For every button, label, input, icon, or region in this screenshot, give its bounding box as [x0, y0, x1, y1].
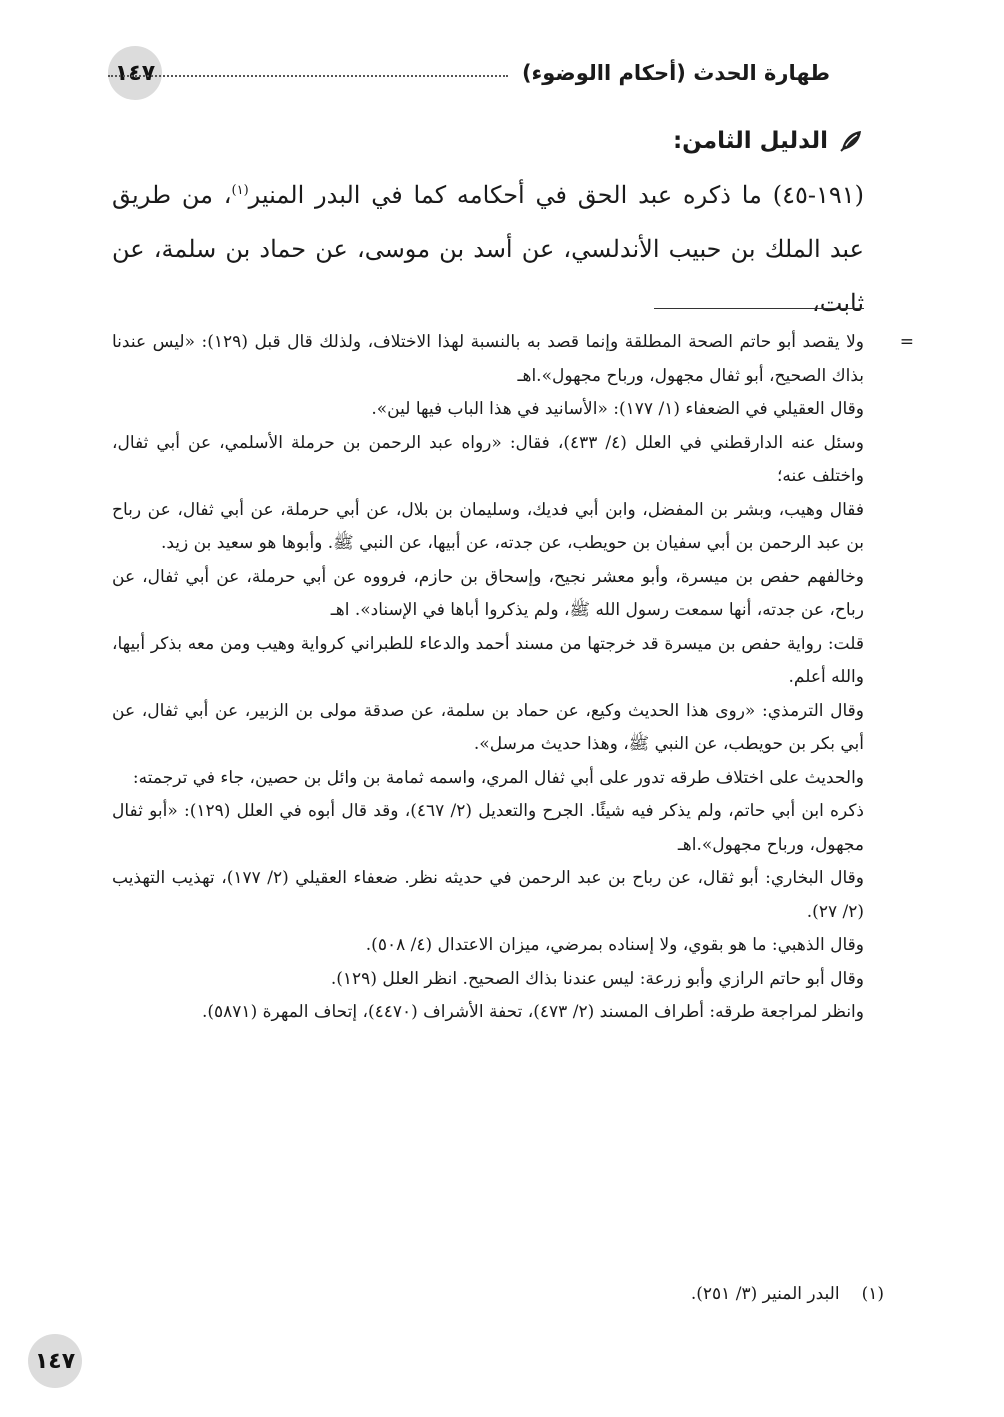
footnote-line: وقال الذهبي: ما هو بقوي، ولا إسناده بمرضي، ميزان الاعتدال (٤/ ٥٠٨). [365, 935, 864, 955]
footnote-line: وانظر لمراجعة طرقه: أطراف المسند (٢/ ٤٧٣)، تحفة الأشراف (٤٤٧٠)، إتحاف المهرة (٥٨٧١). [201, 1002, 864, 1022]
footnote-line: ذكره ابن أبي حاتم، ولم يذكر فيه شيئًا. الجرح والتعديل (٢/ ٤٦٧)، وقد قال أبوه في العلل (١٢٩): «أبو ثفال مجهول، ورباح مجهول».اهـ [112, 801, 864, 855]
footnote-1-number: (١) [861, 1284, 884, 1304]
running-header [108, 48, 844, 98]
footnote-1-text: البدر المنير (٣/ ٢٥١). [690, 1284, 840, 1304]
page-number-badge-bottom [28, 1334, 82, 1388]
footnote-line: وقال أبو حاتم الرازي وأبو زرعة: ليس عندنا بذاك الصحيح. انظر العلل (١٢٩). [330, 968, 864, 989]
footnote-line: وخالفهم حفص بن ميسرة، وأبو معشر نجيح، وإسحاق بن حازم، فرووه عن أبي حرملة، عن أبي ثفال، عن رباح، عن جدته، أنها سمعت رسول الله ﷺ، ولم يذكروا أباها في الإسناد». اهـ [112, 566, 864, 620]
footnote-line: فقال وهيب، وبشر بن المفضل، وابن أبي فديك، وسليمان بن بلال، عن أبي حرملة، عن أبي ثفال، عن رباح بن عبد الرحمن بن أبي سفيان بن حويطب، عن جدته، عن أبيها، عن النبي ﷺ. وأبوها هو سعيد بن زيد. [112, 499, 864, 553]
footnote-line: وقال البخاري: أبو ثقال، عن رباح بن عبد الرحمن في حديثه نظر. ضعفاء العقيلي (٢/ ١٧٧)، تهذيب التهذيب (٢/ ٢٧). [112, 868, 864, 922]
footnote-line: وقال العقيلي في الضعفاء (١/ ١٧٧): «الأسانيد في هذا الباب فيها لين». [371, 399, 864, 419]
footnotes-section [112, 326, 914, 1030]
footnote-line: والحديث على اختلاف طرقه تدور على أبي ثفال المري، واسمه ثمامة بن وائل بن حصين، جاء في ترجمته: [132, 767, 864, 788]
section-heading-text: الدليل الثامن: [672, 128, 828, 154]
footnote-separator [654, 308, 864, 309]
footnote-continuation-marker: = [899, 332, 914, 352]
main-text [112, 118, 864, 330]
leaf-ornament-icon [838, 128, 864, 154]
footnote-ref: (١) [231, 183, 249, 198]
page-number: ١٤٧ [34, 1348, 76, 1374]
footnote-1 [112, 1278, 884, 1311]
footnote-line: قلت: رواية حفص بن ميسرة قد خرجتها من مسند أحمد والدعاء للطبراني كرواية وهيب ومن معه بذكر أبيها، والله أعلم. [112, 633, 864, 687]
page-number: ١٤٧ [114, 60, 156, 86]
header-dotted-leader [108, 75, 508, 77]
main-paragraph-part1: (١٩١-٤٥) ما ذكره عبد الحق في أحكامه كما في البدر المنير [248, 181, 865, 209]
main-paragraph [112, 168, 864, 330]
footnote-line: وسئل عنه الدارقطني في العلل (٤/ ٤٣٣)، فقال: «رواه عبد الرحمن بن حرملة الأسلمي، عن أبي ثفال، واختلف عنه؛ [112, 432, 865, 486]
section-heading [112, 118, 864, 164]
chapter-title: طهارة الحدث (أحكام االوضوء) [521, 61, 830, 85]
footnote-line: ولا يقصد أبو حاتم الصحة المطلقة وإنما قصد به بالنسبة لهذا الاختلاف، ولذلك قال قبل (١٢٩): «ليس عندنا بذاك الصحيح، أبو ثفال مجهول، ورباح مجهول».اهـ [112, 332, 864, 386]
footnote-line: وقال الترمذي: «روى هذا الحديث وكيع، عن حماد بن سلمة، عن صدقة مولى بن الزبير، عن أبي ثفال، عن أبي بكر بن حويطب، عن النبي ﷺ، وهذا حديث مرسل». [112, 700, 864, 754]
main-paragraph-part2: ، من طريق عبد الملك بن حبيب الأندلسي، عن أسد بن موسى، عن حماد بن سلمة، عن ثابت، [112, 181, 864, 317]
